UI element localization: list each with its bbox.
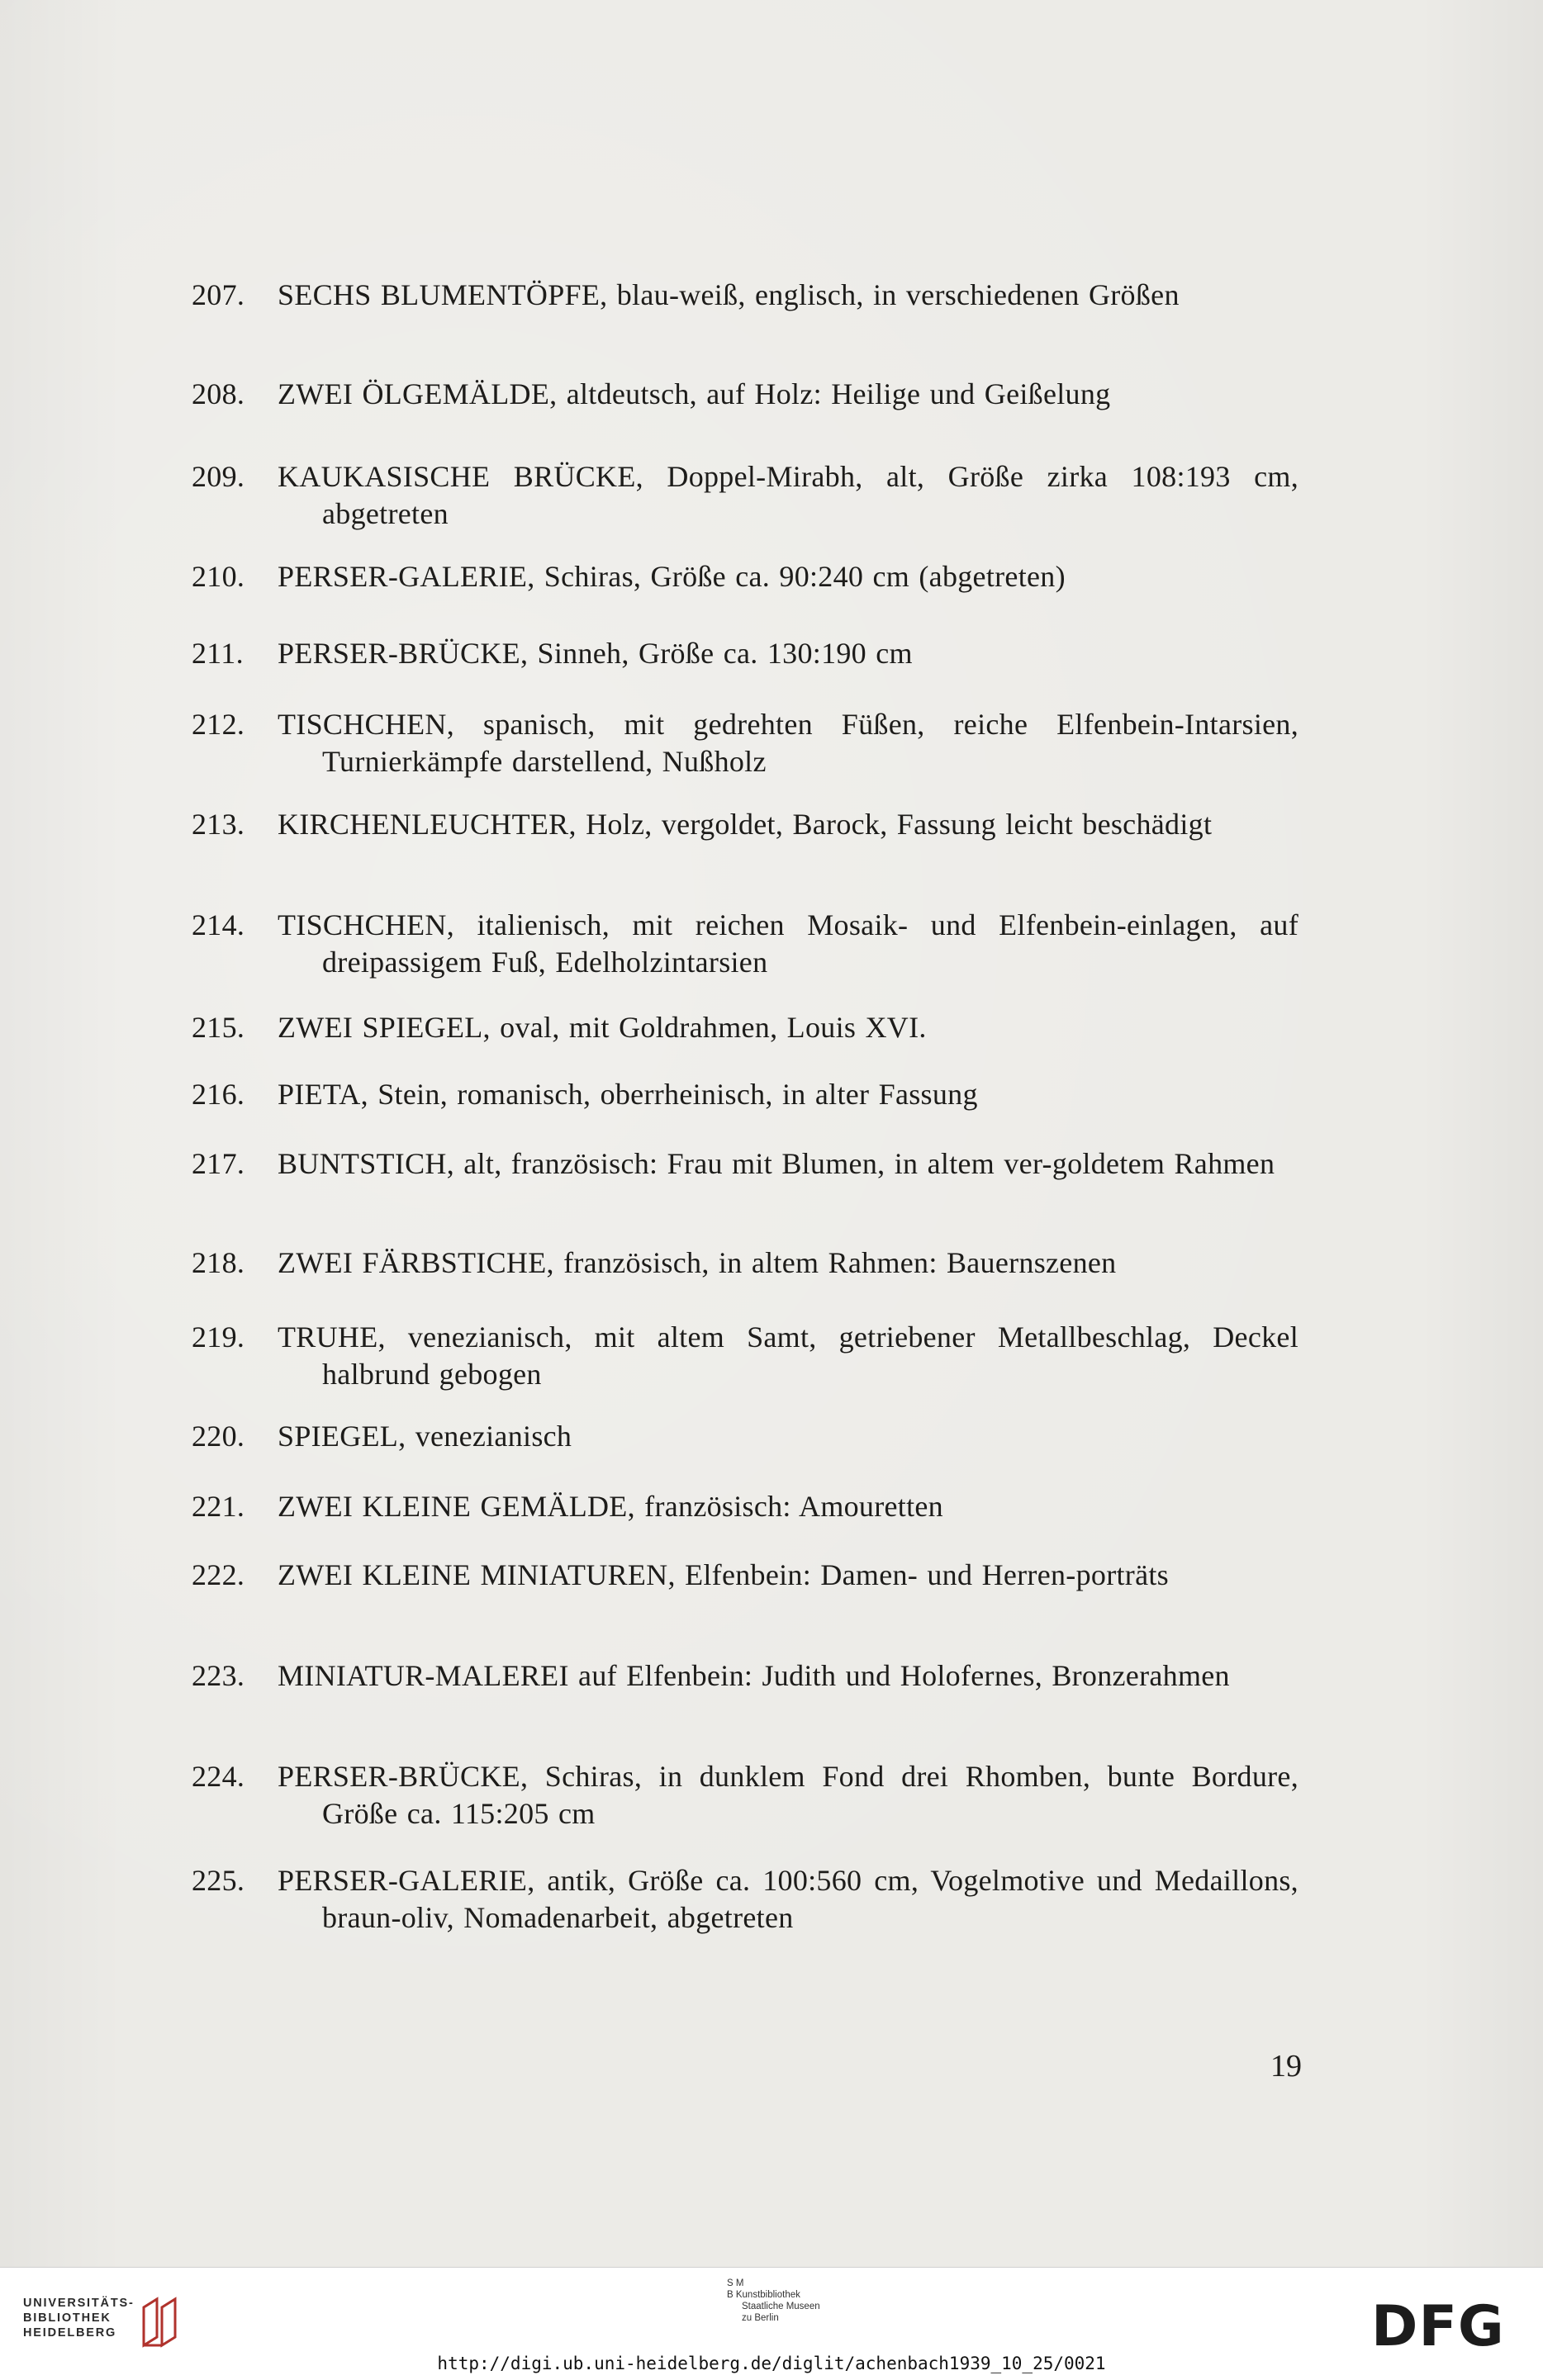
catalog-entry xyxy=(192,1657,1298,1695)
entry-description: ZWEI KLEINE MINIATUREN, Elfenbein: Damen- und Herren-porträts xyxy=(278,1558,1169,1591)
catalog-entry xyxy=(192,277,1298,314)
smb-line: S M xyxy=(727,2278,744,2288)
entry-number: 218. xyxy=(192,1246,245,1279)
entry-description: PERSER-BRÜCKE, Schiras, in dunklem Fond drei Rhomben, bunte Bordure, Größe ca. 115:205 cm xyxy=(278,1760,1298,1830)
permalink-url[interactable]: http://digi.ub.uni-heidelberg.de/diglit/achenbach1939_10_25/0021 xyxy=(437,2354,1106,2373)
smb-line: zu Berlin xyxy=(742,2313,779,2323)
catalog-entry xyxy=(192,376,1298,413)
catalog-entry xyxy=(192,458,1298,533)
page-number: 19 xyxy=(1270,2049,1302,2084)
catalog-entry xyxy=(192,1245,1298,1282)
entry-number: 211. xyxy=(192,637,244,670)
entry-number: 225. xyxy=(192,1864,245,1897)
catalog-entry xyxy=(192,1076,1298,1113)
entry-description: PERSER-BRÜCKE, Sinneh, Größe ca. 130:190 cm xyxy=(278,637,913,670)
entry-description: ZWEI FÄRBSTICHE, französisch, in altem Rahmen: Bauernszenen xyxy=(278,1246,1117,1279)
entry-number: 216. xyxy=(192,1078,245,1111)
library-name-line: BIBLIOTHEK xyxy=(23,2311,112,2325)
entry-description: BUNTSTICH, alt, französisch: Frau mit Blumen, in altem ver-goldetem Rahmen xyxy=(278,1147,1275,1180)
entry-description: PIETA, Stein, romanisch, oberrheinisch, in alter Fassung xyxy=(278,1078,978,1111)
entry-description: ZWEI KLEINE GEMÄLDE, französisch: Amouretten xyxy=(278,1490,943,1523)
catalog-entry xyxy=(192,907,1298,981)
entry-description: PERSER-GALERIE, Schiras, Größe ca. 90:240 cm (abgetreten) xyxy=(278,560,1066,593)
library-mark-icon xyxy=(139,2296,188,2349)
catalog-entry xyxy=(192,635,1298,672)
entry-number: 221. xyxy=(192,1490,245,1523)
smb-kunstbibliothek-logo xyxy=(727,2278,820,2324)
catalog-entry xyxy=(192,1009,1298,1046)
entry-description: TISCHCHEN, spanisch, mit gedrehten Füßen, reiche Elfenbein-Intarsien, Turnierkämpfe darstellend, Nußholz xyxy=(278,708,1298,778)
entry-description: TRUHE, venezianisch, mit altem Samt, getriebener Metallbeschlag, Deckel halbrund gebogen xyxy=(278,1320,1298,1391)
university-library-logo xyxy=(23,2296,135,2340)
dfg-logo: DFG xyxy=(1371,2294,1505,2359)
entry-description: KIRCHENLEUCHTER, Holz, vergoldet, Barock, Fassung leicht beschädigt xyxy=(278,808,1213,841)
catalog-entry xyxy=(192,1488,1298,1525)
entry-description: TISCHCHEN, italienisch, mit reichen Mosaik- und Elfenbein-einlagen, auf dreipassigem Fuß, Edelholzintarsien xyxy=(278,908,1298,979)
entry-number: 217. xyxy=(192,1147,245,1180)
entry-number: 212. xyxy=(192,708,245,741)
entry-number: 210. xyxy=(192,560,245,593)
entry-number: 219. xyxy=(192,1320,245,1354)
catalog-entry xyxy=(192,1758,1298,1832)
entry-number: 213. xyxy=(192,808,245,841)
entry-number: 209. xyxy=(192,460,245,493)
catalog-entry xyxy=(192,558,1298,595)
entry-description: ZWEI SPIEGEL, oval, mit Goldrahmen, Louis XVI. xyxy=(278,1011,927,1044)
entry-description: SECHS BLUMENTÖPFE, blau-weiß, englisch, in verschiedenen Größen xyxy=(278,278,1180,311)
catalog-entry xyxy=(192,1145,1298,1183)
library-name-line: HEIDELBERG xyxy=(23,2326,117,2340)
catalog-entry xyxy=(192,1319,1298,1393)
entry-number: 223. xyxy=(192,1659,245,1692)
entry-description: PERSER-GALERIE, antik, Größe ca. 100:560 cm, Vogelmotive und Medaillons, braun-oliv, Nomadenarbeit, abgetreten xyxy=(278,1864,1298,1934)
smb-line: B Kunstbibliothek xyxy=(727,2290,800,2300)
catalog-entry xyxy=(192,706,1298,780)
entry-description: ZWEI ÖLGEMÄLDE, altdeutsch, auf Holz: Heilige und Geißelung xyxy=(278,377,1111,410)
entry-number: 222. xyxy=(192,1558,245,1591)
catalog-entry xyxy=(192,806,1298,843)
catalog-entry xyxy=(192,1862,1298,1937)
entry-number: 208. xyxy=(192,377,245,410)
entry-number: 224. xyxy=(192,1760,245,1793)
library-name-line: UNIVERSITÄTS- xyxy=(23,2297,135,2310)
catalog-entry xyxy=(192,1557,1298,1594)
entry-number: 214. xyxy=(192,908,245,941)
entry-description: SPIEGEL, venezianisch xyxy=(278,1420,572,1453)
smb-line: Staatliche Museen xyxy=(742,2302,820,2311)
entry-number: 215. xyxy=(192,1011,245,1044)
entry-number: 207. xyxy=(192,278,245,311)
entry-description: MINIATUR-MALEREI auf Elfenbein: Judith und Holofernes, Bronzerahmen xyxy=(278,1659,1230,1692)
entry-description: KAUKASISCHE BRÜCKE, Doppel-Mirabh, alt, Größe zirka 108:193 cm, abgetreten xyxy=(278,460,1298,530)
entry-number: 220. xyxy=(192,1420,245,1453)
catalog-entry xyxy=(192,1418,1298,1455)
